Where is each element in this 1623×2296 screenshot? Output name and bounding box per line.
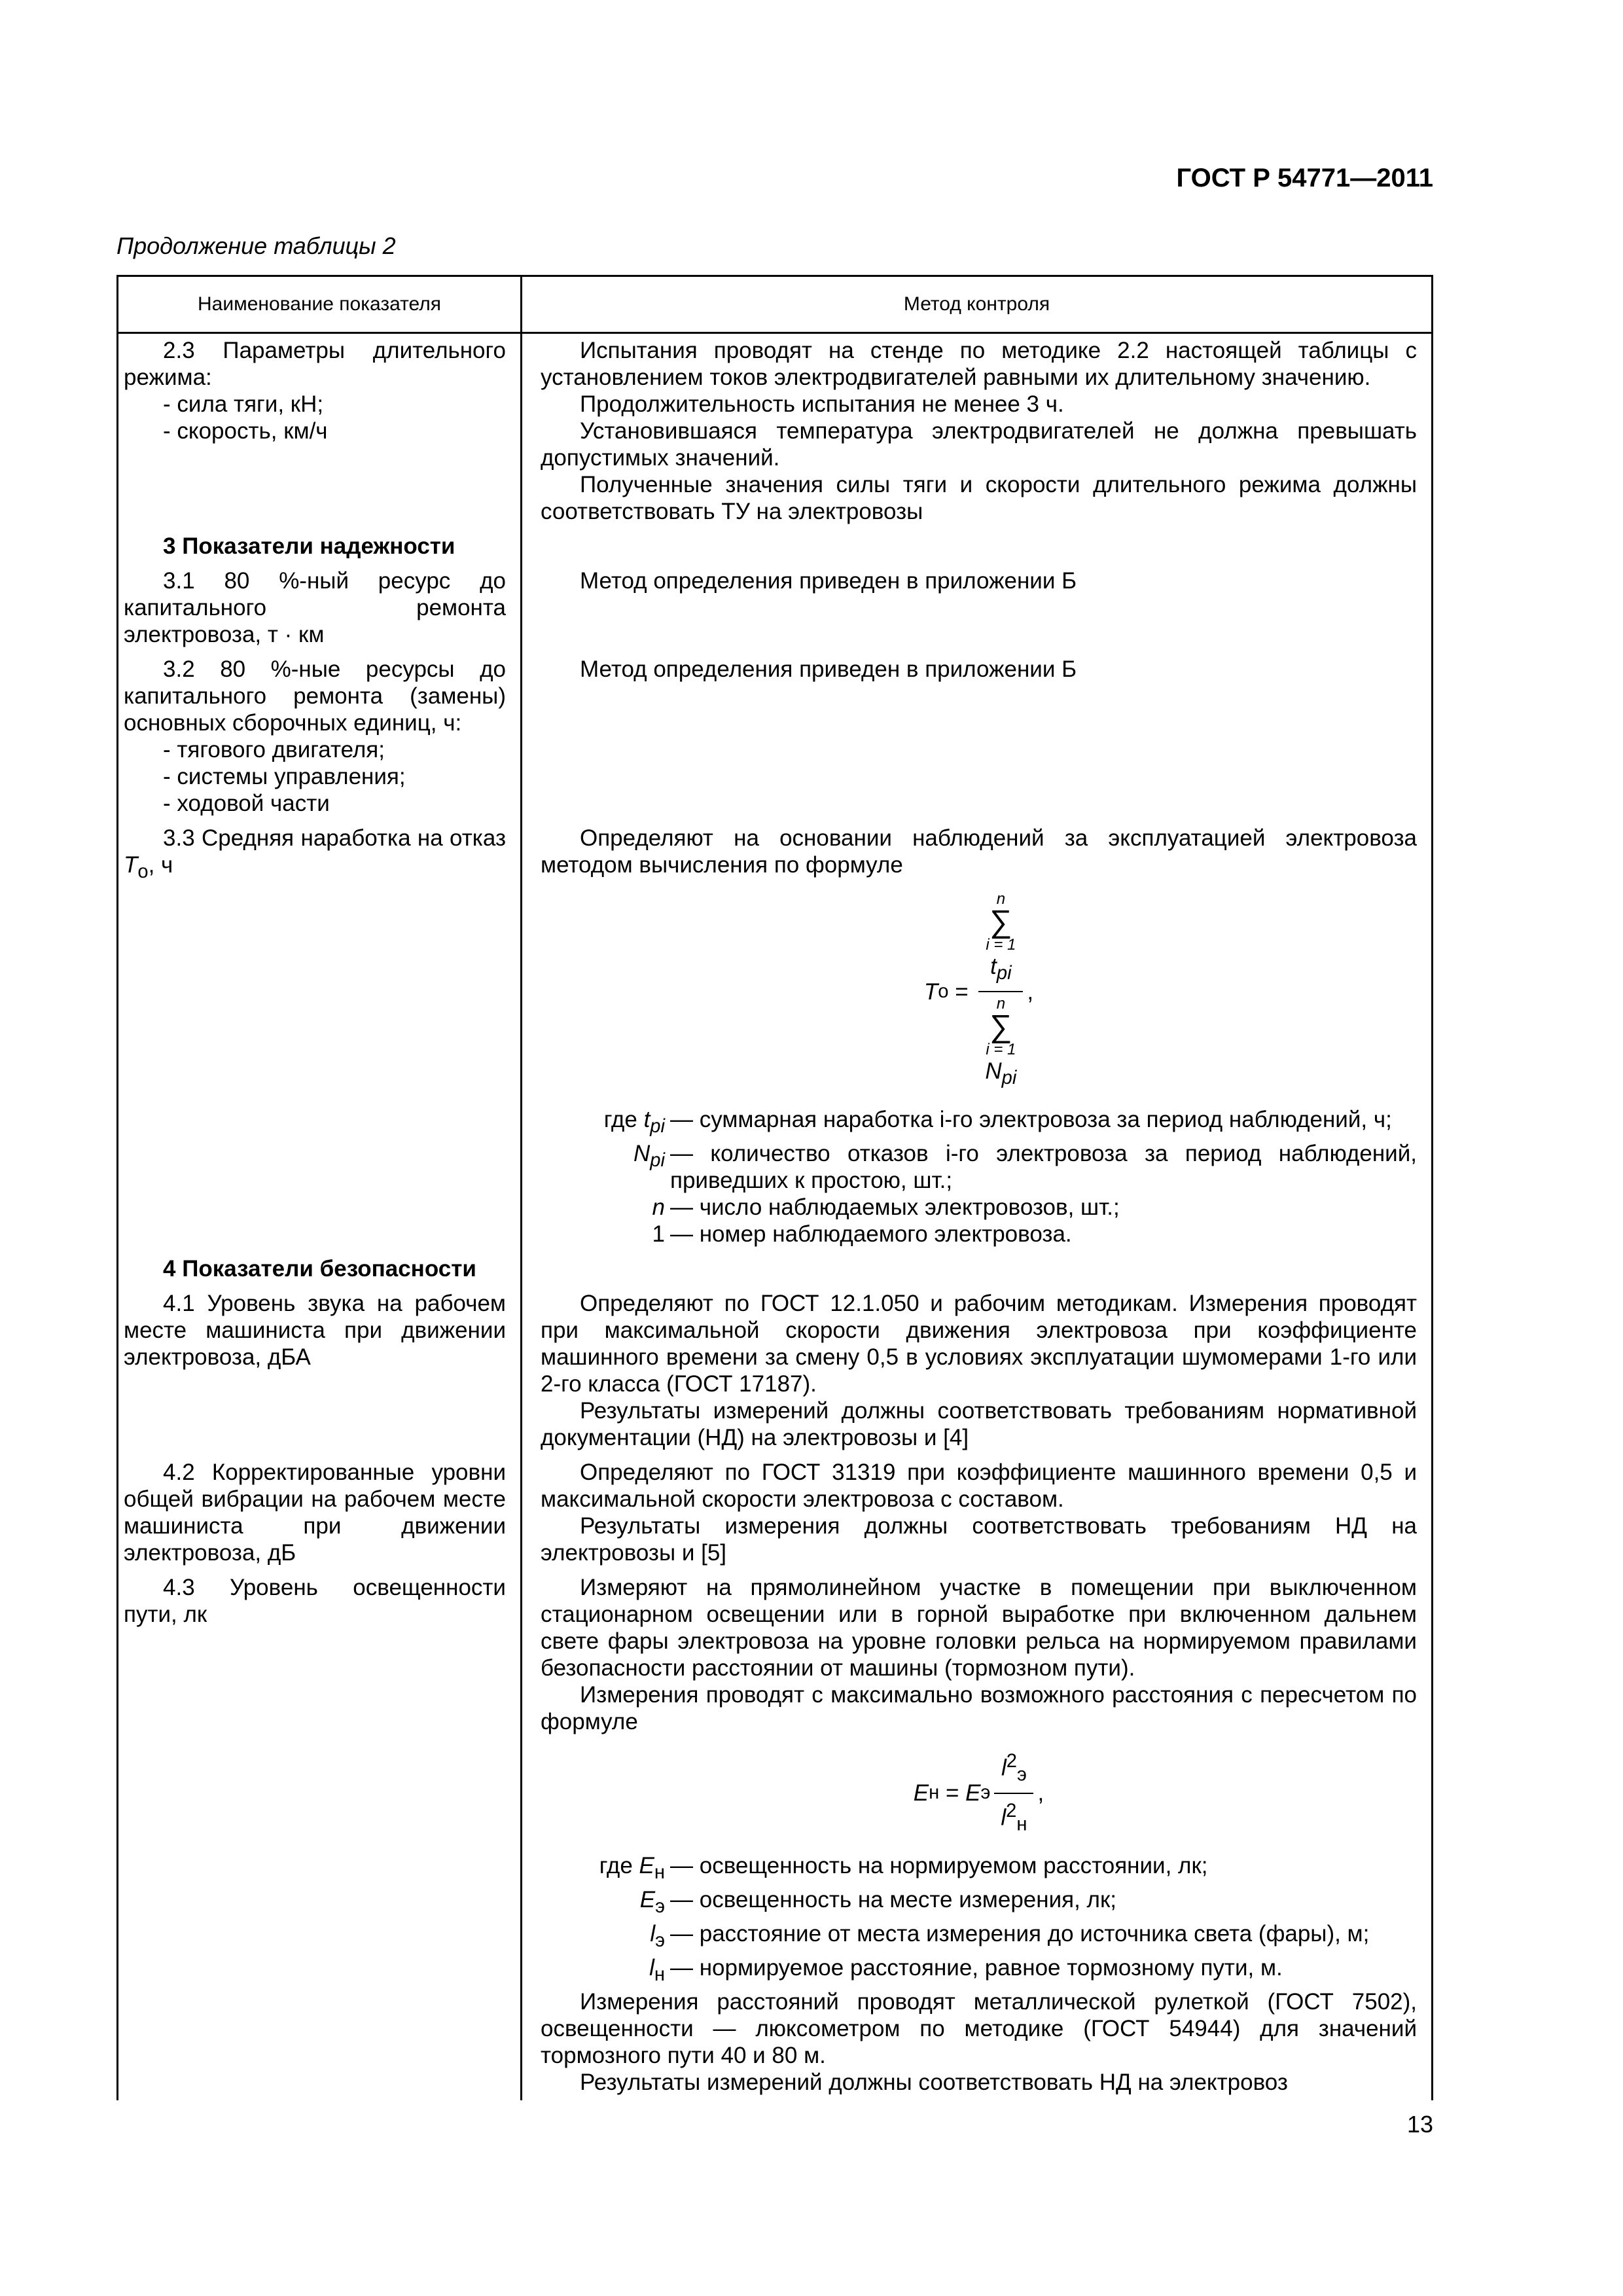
indicator-text: 4.1 Уровень звука на рабочем месте машиниста при движении электровоза, дБА	[124, 1291, 506, 1370]
term-symbol: N	[633, 1141, 651, 1166]
term-symbol: t	[643, 1107, 651, 1132]
where-prefix: где	[599, 1853, 633, 1879]
indicator-cell	[118, 821, 522, 1252]
method-paragraph: Метод определения приведен в приложении Б	[580, 656, 1077, 682]
formula-denominator	[994, 1798, 1033, 1839]
table-row-4-1	[118, 1287, 1433, 1456]
numerator-symbol: l	[1001, 1755, 1007, 1781]
term-sub: э	[655, 1930, 665, 1952]
where-term	[541, 1886, 670, 1920]
formula-fraction	[994, 1748, 1033, 1838]
formula-tail: ,	[1027, 978, 1034, 1005]
denominator-symbol: l	[1001, 1804, 1007, 1831]
method-paragraph: Измеряют на прямолинейном участке в помещении при выключенном стационарном освещении или в горной выработке при включенном дальнем свете фары электровоза на уровне головки рельса на нормируемом правилами безопасности расстоянии от машины (тормозном пути).	[541, 1575, 1417, 1681]
sum-upper-limit: n	[996, 890, 1006, 908]
indicator-text-part: 3.3 Средняя наработка на отказ	[163, 825, 506, 851]
where-desc: — нормируемое расстояние, равное тормозному пути, м.	[670, 1955, 1283, 1981]
numerator-sub: pi	[996, 963, 1012, 984]
where-term	[541, 1852, 670, 1886]
method-cell	[522, 333, 1433, 530]
where-desc: — номер наблюдаемого электровоза.	[670, 1221, 1072, 1247]
term-symbol: n	[652, 1194, 665, 1220]
section-title: 3 Показатели надежности	[163, 533, 455, 559]
method-cell	[522, 1287, 1433, 1456]
formula-lhs: E	[913, 1780, 929, 1806]
method-paragraph: Определяют по ГОСТ 12.1.050 и рабочим методикам. Измерения проводят при максимальной скорости движения электровоза при коэффициенте машинного времени за смену 0,5 в условиях эксплуатации шумомерами 1-го или 2-го класса (ГОСТ 17187).	[541, 1291, 1417, 1397]
section-row-4	[118, 1252, 1433, 1287]
term-symbol: l	[650, 1921, 656, 1947]
formula-denominator	[978, 996, 1023, 1092]
denominator-sub: pi	[1001, 1067, 1017, 1088]
page-number: 13	[1406, 2111, 1433, 2138]
term-symbol: E	[639, 1887, 656, 1913]
term-sub: pi	[650, 1150, 665, 1171]
table-row-3-1	[118, 564, 1433, 653]
method-paragraph: Определяют на основании наблюдений за эксплуатацией электровоза методом вычисления по формуле	[541, 825, 1417, 878]
where-desc: — освещенность на месте измерения, лк;	[670, 1887, 1117, 1913]
section-row-3	[118, 529, 1433, 564]
numerator-sup: 2	[1006, 1751, 1017, 1772]
where-block	[541, 1852, 1417, 1988]
method-cell	[522, 1571, 1433, 2100]
method-cell	[522, 564, 1433, 653]
method-cell	[522, 821, 1433, 1252]
where-prefix: где	[603, 1107, 637, 1132]
formula-e2-sub: э	[980, 1782, 991, 1804]
where-term	[541, 1106, 670, 1140]
formula-lhs-sub: н	[929, 1782, 940, 1804]
term-sub: э	[655, 1896, 665, 1918]
indicator-cell	[118, 653, 522, 821]
sigma-icon: ∑	[990, 905, 1012, 939]
list-item: - системы управления;	[124, 763, 506, 790]
table-row-3-2	[118, 653, 1433, 821]
method-paragraph: Установившаяся температура электродвигателей не должна превышать допустимых значений.	[541, 418, 1417, 471]
table-header-row	[118, 276, 1433, 333]
indicator-text: 4.2 Корректированные уровни общей вибрации на рабочем месте машиниста при движении электровоза, дБ	[124, 1460, 506, 1566]
list-item: - сила тяги, кН;	[124, 391, 506, 418]
denominator-sup: 2	[1006, 1800, 1017, 1821]
formula-fraction	[978, 891, 1023, 1092]
method-cell	[522, 653, 1433, 821]
where-desc: — освещенность на нормируемом расстоянии, лк;	[670, 1853, 1208, 1879]
sigma-icon: ∑	[990, 1009, 1012, 1044]
list-item: - скорость, км/ч	[124, 418, 506, 444]
section-empty-cell	[522, 1252, 1433, 1287]
formula-equals: =	[948, 978, 975, 1005]
method-paragraph: Измерения расстояний проводят металлической рулеткой (ГОСТ 7502), освещенности — люксометром по методике (ГОСТ 54944) для значений тормозного пути 40 и 80 м.	[541, 1989, 1417, 2069]
indicator-cell	[118, 1287, 522, 1456]
symbol: T	[124, 852, 138, 878]
formula-lhs-sub: о	[938, 980, 949, 1002]
formula-numerator	[979, 891, 1022, 987]
where-block	[541, 1106, 1417, 1247]
sum-upper-limit: n	[996, 995, 1006, 1013]
sum-symbol	[986, 996, 1016, 1058]
formula-mean-time	[541, 891, 1417, 1092]
sum-lower-limit: i = 1	[986, 936, 1016, 954]
formula-numerator	[995, 1748, 1033, 1789]
where-line	[541, 1221, 1417, 1247]
formula-lhs: T	[923, 978, 938, 1005]
where-term	[541, 1194, 670, 1221]
method-paragraph: Полученные значения силы тяги и скорости длительного режима должны соответствовать ТУ на электровозы	[541, 472, 1417, 524]
where-line	[541, 1954, 1417, 1988]
indicator-cell	[118, 333, 522, 530]
list-item: - тягового двигателя;	[124, 736, 506, 763]
method-paragraph: Определяют по ГОСТ 31319 при коэффициенте машинного времени 0,5 и максимальной скорости электровоза с составом.	[541, 1460, 1417, 1512]
section-title: 4 Показатели безопасности	[163, 1256, 476, 1282]
numerator-sub: э	[1016, 1764, 1027, 1785]
fraction-bar	[994, 1793, 1033, 1794]
term-symbol: 1	[652, 1221, 665, 1247]
column-header-indicator: Наименование показателя	[118, 276, 522, 333]
sum-symbol	[986, 891, 1016, 953]
where-term	[541, 1954, 670, 1988]
where-term	[541, 1140, 670, 1194]
indicator-cell	[118, 1571, 522, 2100]
method-paragraph: Результаты измерения должны соответствовать требованиям НД на электровозы и [5]	[541, 1513, 1417, 1566]
section-empty-cell	[522, 529, 1433, 564]
subscript: о	[137, 861, 149, 882]
indicator-text	[124, 825, 506, 886]
formula-e2: E	[965, 1780, 981, 1806]
term-sub: н	[654, 1964, 665, 1986]
section-title-cell	[118, 1252, 522, 1287]
numerator-symbol: t	[990, 954, 997, 979]
where-line	[541, 1106, 1417, 1140]
where-line	[541, 1920, 1417, 1954]
indicator-cell	[118, 564, 522, 653]
where-line	[541, 1140, 1417, 1194]
where-desc: — расстояние от места измерения до источника света (фары), м;	[670, 1921, 1370, 1947]
where-line	[541, 1886, 1417, 1920]
method-paragraph: Результаты измерений должны соответствовать требованиям нормативной документации (НД) на электровозы и [4]	[541, 1398, 1417, 1450]
table-caption: Продолжение таблицы 2	[116, 232, 396, 259]
where-line	[541, 1194, 1417, 1221]
where-desc: — количество отказов i-го электровоза за период наблюдений, приведших к простою, шт.;	[670, 1141, 1417, 1193]
method-paragraph: Метод определения приведен в приложении Б	[580, 568, 1077, 594]
method-paragraph: Испытания проводят на стенде по методике 2.2 настоящей таблицы с установлением токов электродвигателей равными их длительному значению.	[541, 338, 1417, 390]
indicators-table	[116, 275, 1433, 2100]
term-symbol: E	[639, 1853, 654, 1879]
method-paragraph: Продолжительность испытания не менее 3 ч.	[580, 391, 1064, 417]
method-paragraph: Измерения проводят с максимально возможного расстояния с пересчетом по формуле	[541, 1682, 1417, 1734]
table-row-4-2	[118, 1456, 1433, 1571]
denominator-symbol: N	[985, 1058, 1002, 1084]
denominator-sub: н	[1016, 1814, 1027, 1835]
term-sub: н	[654, 1862, 665, 1884]
indicator-text: 3.2 80 %-ные ресурсы до капитального ремонта (замены) основных сборочных единиц, ч:	[124, 656, 506, 736]
term-sub: pi	[650, 1116, 665, 1137]
term-symbol: l	[649, 1955, 654, 1981]
list-item: - ходовой части	[124, 790, 506, 817]
table-row-3-3	[118, 821, 1433, 1252]
sum-lower-limit: i = 1	[986, 1041, 1016, 1058]
where-desc: — число наблюдаемых электровозов, шт.;	[670, 1194, 1120, 1220]
method-paragraph: Результаты измерений должны соответствовать НД на электровоз	[580, 2070, 1288, 2096]
indicator-text: 4.3 Уровень освещенности пути, лк	[124, 1575, 506, 1627]
formula-illuminance	[541, 1748, 1417, 1838]
indicator-text: 3.1 80 %-ный ресурс до капитального ремонта электровоза, т · км	[124, 568, 506, 647]
formula-equals: =	[939, 1780, 966, 1806]
where-line	[541, 1852, 1417, 1886]
column-header-method: Метод контроля	[522, 276, 1433, 333]
indicator-text: 2.3 Параметры длительного режима:	[124, 338, 506, 390]
where-desc: — суммарная наработка i-го электровоза за период наблюдений, ч;	[670, 1107, 1392, 1132]
fraction-bar	[978, 991, 1023, 992]
unit: , ч	[148, 852, 173, 878]
table-row-4-3	[118, 1571, 1433, 2100]
document-code: ГОСТ Р 54771—2011	[1176, 164, 1433, 192]
formula-tail: ,	[1037, 1780, 1044, 1806]
method-cell	[522, 1456, 1433, 1571]
section-title-cell	[118, 529, 522, 564]
table-row-2-3	[118, 333, 1433, 530]
indicator-cell	[118, 1456, 522, 1571]
where-term	[541, 1221, 670, 1247]
where-term	[541, 1920, 670, 1954]
